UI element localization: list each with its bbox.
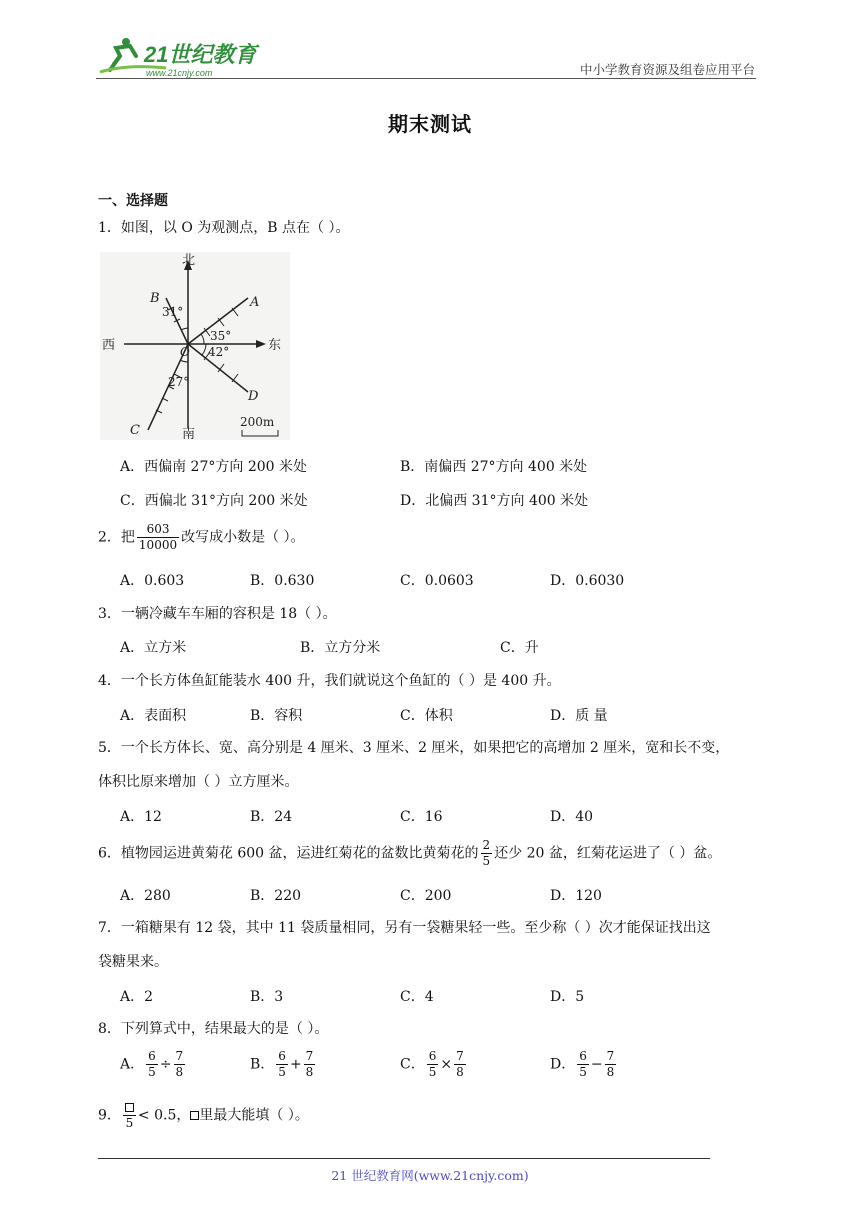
- q2-option-b[interactable]: B．0.630: [250, 573, 315, 589]
- q4-option-b[interactable]: B．容积: [250, 708, 303, 724]
- label-north: 北: [182, 253, 196, 268]
- q7-option-b[interactable]: B．3: [250, 989, 284, 1005]
- q5-option-a[interactable]: A．12: [120, 809, 162, 825]
- q8-c-den-2: 8: [456, 1065, 464, 1079]
- q6-prefix: 6．植物园运进黄菊花 600 盆，运进红菊花的盆数比黄菊花的: [98, 845, 479, 862]
- q2-fraction: [137, 522, 179, 553]
- q8-d-num-1: 6: [579, 1049, 587, 1063]
- question-5-line-1: 5．一个长方体长、宽、高分别是 4 厘米、3 厘米、2 厘米，如果把它的高增加 2 厘米，宽和长不变，: [98, 740, 730, 756]
- q4-option-d[interactable]: D．质 量: [550, 708, 608, 724]
- question-3: 3．一辆冷藏车车厢的容积是 18（ ）。: [98, 606, 337, 622]
- q8-option-b-label: B．: [250, 1056, 275, 1073]
- header-platform-text: 中小学教育资源及组卷应用平台: [579, 62, 755, 77]
- q3-option-a[interactable]: A．立方米: [120, 640, 187, 656]
- q7-option-c[interactable]: C．4: [400, 989, 434, 1005]
- angle-d-label: 42°: [208, 345, 230, 359]
- q8-d-num-2: 7: [606, 1049, 615, 1063]
- question-8: 8．下列算式中，结果最大的是（ ）。: [98, 1021, 329, 1037]
- header-divider: [96, 78, 756, 79]
- angle-b-label: 31°: [162, 305, 184, 319]
- q8-d-fraction-2: [605, 1049, 617, 1080]
- angle-a-label: 35°: [210, 329, 232, 343]
- q6-option-b[interactable]: B．220: [250, 888, 302, 904]
- q9-box-numerator: [123, 1100, 136, 1116]
- q6-numerator: 2: [482, 838, 491, 852]
- q8-option-a[interactable]: [120, 1049, 187, 1080]
- q8-option-b[interactable]: [250, 1049, 317, 1080]
- q2-numerator: 603: [137, 522, 179, 538]
- q1-option-d[interactable]: D．北偏西 31°方向 400 米处: [400, 493, 589, 509]
- q8-a-num-2: 7: [175, 1049, 184, 1063]
- q9-denominator: 5: [125, 1116, 134, 1130]
- q9-suffix: 里最大能填（ ）。: [199, 1107, 309, 1124]
- q7-option-d[interactable]: D．5: [550, 989, 585, 1005]
- q8-b-fraction-2: [304, 1049, 316, 1080]
- q6-option-a[interactable]: A．280: [120, 888, 171, 904]
- question-4: 4．一个长方体鱼缸能装水 400 升，我们就说这个鱼缸的（ ）是 400 升。: [98, 673, 561, 689]
- logo-url: www.21cnjy.com: [146, 68, 213, 78]
- footer-divider: [98, 1158, 710, 1159]
- q3-option-c[interactable]: C．升: [500, 640, 539, 656]
- q8-d-den-2: 8: [606, 1065, 615, 1079]
- label-east: 东: [268, 338, 282, 353]
- q8-d-den-1: 5: [579, 1065, 587, 1079]
- q8-c-fraction-1: [427, 1049, 439, 1080]
- question-5-line-2: 体积比原来增加（ ）立方厘米。: [98, 774, 299, 790]
- q8-option-c[interactable]: [400, 1049, 468, 1080]
- q5-option-c[interactable]: C．16: [400, 809, 443, 825]
- q9-prefix: 9．: [98, 1107, 121, 1124]
- q8-b-fraction-1: [276, 1049, 288, 1080]
- q8-a-operator: ÷: [159, 1056, 172, 1073]
- q2-prefix: 2．把: [98, 529, 135, 546]
- scale-label: 200m: [240, 415, 275, 429]
- q8-a-den-1: 5: [148, 1065, 156, 1079]
- q1-option-c[interactable]: C．西偏北 31°方向 200 米处: [120, 493, 308, 509]
- q8-d-operator: −: [590, 1056, 603, 1073]
- q8-c-den-1: 5: [428, 1065, 437, 1079]
- label-d: D: [248, 389, 259, 404]
- q8-d-fraction-1: [577, 1049, 589, 1080]
- question-6: [98, 838, 721, 869]
- blank-box-icon: [125, 1103, 134, 1112]
- q8-b-den-2: 8: [305, 1065, 314, 1079]
- q5-option-b[interactable]: B．24: [250, 809, 293, 825]
- q8-c-operator: ×: [440, 1056, 453, 1073]
- q8-option-a-label: A．: [120, 1056, 145, 1073]
- q8-option-d[interactable]: [550, 1049, 618, 1080]
- q2-option-c[interactable]: C．0.0603: [400, 573, 474, 589]
- q8-b-num-2: 7: [305, 1049, 314, 1063]
- label-west: 西: [102, 338, 116, 353]
- q6-suffix: 还少 20 盆，红菊花运进了（ ）盆。: [494, 845, 722, 862]
- q2-denominator: 10000: [138, 538, 178, 552]
- q4-option-a[interactable]: A．表面积: [120, 708, 187, 724]
- q2-option-d[interactable]: D．0.6030: [550, 573, 625, 589]
- q3-option-b[interactable]: B．立方分米: [300, 640, 381, 656]
- q1-option-b[interactable]: B．南偏西 27°方向 400 米处: [400, 459, 588, 475]
- q4-option-c[interactable]: C．体积: [400, 708, 453, 724]
- q9-mid: < 0.5，: [137, 1107, 191, 1124]
- q5-option-d[interactable]: D．40: [550, 809, 594, 825]
- q9-fraction: [123, 1100, 136, 1131]
- label-a: A: [250, 295, 260, 310]
- q6-option-d[interactable]: D．120: [550, 888, 602, 904]
- page-title: 期末测试: [388, 112, 472, 136]
- q6-option-c[interactable]: C．200: [400, 888, 452, 904]
- logo-runner-icon: [96, 34, 266, 80]
- q8-c-num-1: 6: [428, 1049, 437, 1063]
- question-7-line-1: 7．一箱糖果有 12 袋，其中 11 袋质量相同，另有一袋糖果轻一些。至少称（ ）次才能保证找出这: [98, 920, 711, 936]
- question-9: [98, 1100, 309, 1131]
- q8-option-c-label: C．: [400, 1056, 425, 1073]
- q8-c-fraction-2: [454, 1049, 466, 1080]
- label-o: O: [180, 345, 190, 359]
- q8-b-den-1: 5: [278, 1065, 286, 1079]
- q6-denominator: 5: [482, 854, 491, 868]
- q8-option-d-label: D．: [550, 1056, 576, 1073]
- q8-c-num-2: 7: [456, 1049, 464, 1063]
- q2-suffix: 改写成小数是（ ）。: [181, 529, 305, 546]
- q8-a-fraction-2: [174, 1049, 186, 1080]
- q8-b-num-1: 6: [278, 1049, 286, 1063]
- q6-fraction: [481, 838, 493, 869]
- question-7-line-2: 袋糖果来。: [98, 954, 168, 970]
- compass-diagram: [100, 252, 290, 440]
- section-heading: 一、选择题: [98, 193, 168, 209]
- label-south: 南: [182, 427, 196, 440]
- q8-b-operator: +: [289, 1056, 302, 1073]
- q8-a-num-1: 6: [148, 1049, 156, 1063]
- q7-option-a[interactable]: A．2: [120, 989, 154, 1005]
- footer-text[interactable]: 21 世纪教育网(www.21cnjy.com): [331, 1168, 529, 1183]
- logo: [96, 34, 266, 80]
- q1-option-a[interactable]: A．西偏南 27°方向 200 米处: [120, 459, 307, 475]
- angle-c-label: 27°: [168, 375, 190, 389]
- question-1: 1．如图，以 O 为观测点，B 点在（ ）。: [98, 220, 350, 236]
- label-b: B: [150, 291, 160, 306]
- q8-a-den-2: 8: [175, 1065, 184, 1079]
- label-c: C: [130, 423, 140, 438]
- q2-option-a[interactable]: A．0.603: [120, 573, 185, 589]
- logo-text: 21世纪教育: [144, 42, 257, 67]
- q8-a-fraction-1: [146, 1049, 158, 1080]
- question-2: [98, 522, 305, 553]
